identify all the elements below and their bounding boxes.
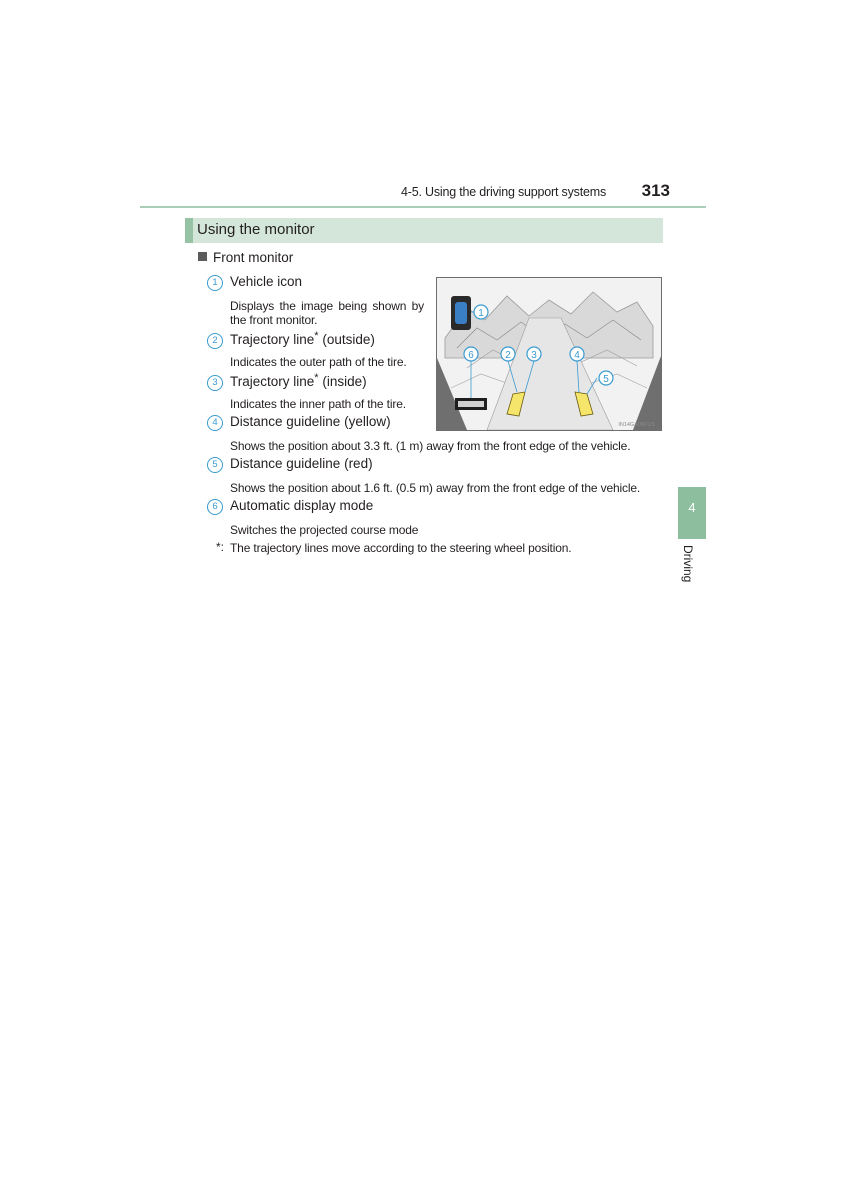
item-description: Displays the image being shown by the front monitor. bbox=[230, 299, 424, 327]
item-trajectory-inside bbox=[207, 372, 367, 391]
footnote-text: The trajectory lines move according to the steering wheel position. bbox=[230, 541, 572, 555]
item-description: Indicates the outer path of the tire. bbox=[230, 355, 407, 369]
item-automatic-display bbox=[207, 498, 373, 515]
item-description: Switches the projected course mode bbox=[230, 523, 419, 537]
circled-number-6: 6 bbox=[207, 499, 223, 515]
page-number: 313 bbox=[641, 181, 670, 200]
svg-text:6: 6 bbox=[468, 350, 474, 361]
item-title: Trajectory line bbox=[230, 332, 315, 347]
circled-number-5: 5 bbox=[207, 457, 223, 473]
callout-1 bbox=[474, 305, 488, 319]
svg-text:5: 5 bbox=[603, 374, 609, 385]
item-trajectory-outside bbox=[207, 330, 375, 349]
circled-number-1: 1 bbox=[207, 275, 223, 291]
callout-3 bbox=[527, 347, 541, 361]
figure-code: IN14GA08FUS bbox=[618, 422, 655, 428]
section-heading-bar bbox=[185, 218, 663, 243]
asterisk-mark: * bbox=[314, 330, 319, 342]
svg-text:2: 2 bbox=[505, 350, 511, 361]
item-distance-yellow bbox=[207, 414, 391, 431]
item-title: Automatic display mode bbox=[230, 498, 374, 513]
item-description: Indicates the inner path of the tire. bbox=[230, 397, 406, 411]
item-title-suffix: (inside) bbox=[322, 374, 367, 389]
subheading-text: Front monitor bbox=[213, 250, 294, 265]
square-bullet-icon bbox=[198, 252, 207, 261]
callout-5 bbox=[599, 371, 613, 385]
running-header: 4-5. Using the driving support systems bbox=[401, 185, 606, 199]
item-title: Distance guideline (red) bbox=[230, 456, 373, 471]
callout-6 bbox=[464, 347, 478, 361]
item-distance-red bbox=[207, 456, 373, 473]
item-description: Shows the position about 3.3 ft. (1 m) away from the front edge of the vehicle. bbox=[230, 439, 631, 453]
svg-text:3: 3 bbox=[531, 350, 537, 361]
item-title: Trajectory line bbox=[230, 374, 315, 389]
circled-number-4: 4 bbox=[207, 415, 223, 431]
callout-4 bbox=[570, 347, 584, 361]
monitor-screen-drawing bbox=[437, 278, 661, 430]
section-title: Using the monitor bbox=[197, 221, 315, 238]
item-title: Vehicle icon bbox=[230, 274, 303, 289]
callout-2 bbox=[501, 347, 515, 361]
item-title: Distance guideline (yellow) bbox=[230, 414, 391, 429]
item-vehicle-icon bbox=[207, 274, 302, 291]
item-description: Shows the position about 1.6 ft. (0.5 m) away from the front edge of the vehicle. bbox=[230, 481, 641, 495]
footnote-mark: *: bbox=[216, 540, 225, 554]
asterisk-mark: * bbox=[314, 372, 319, 384]
chapter-tab: 4 bbox=[678, 487, 706, 539]
header-rule bbox=[140, 206, 706, 208]
svg-text:1: 1 bbox=[478, 308, 484, 319]
circled-number-2: 2 bbox=[207, 333, 223, 349]
front-monitor-illustration bbox=[436, 277, 662, 431]
svg-text:4: 4 bbox=[574, 350, 580, 361]
circled-number-3: 3 bbox=[207, 375, 223, 391]
item-title-suffix: (outside) bbox=[322, 332, 375, 347]
chapter-label: Driving bbox=[681, 545, 695, 583]
subheading bbox=[198, 250, 293, 265]
